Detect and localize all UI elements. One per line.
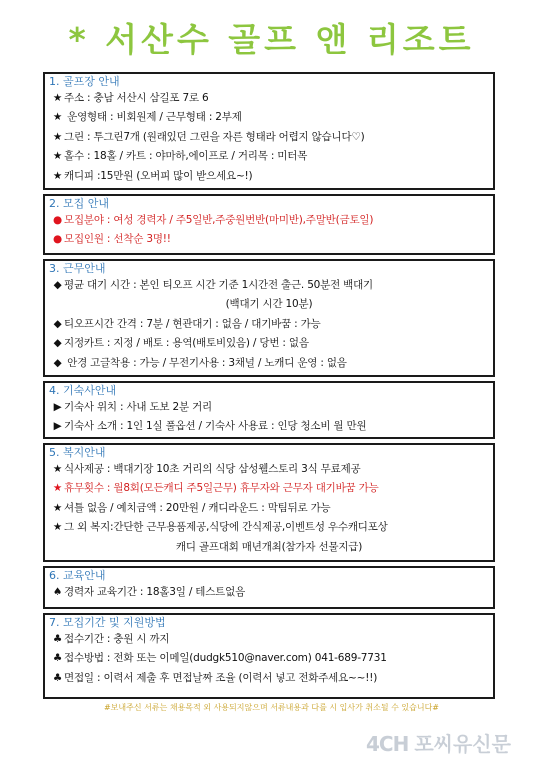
- bullet-icon: ★: [52, 111, 63, 124]
- info-line: [45, 230, 493, 249]
- watermark: [366, 728, 511, 757]
- bullet-icon: ●: [53, 214, 62, 226]
- line-text: 셔틀 없음 / 예치금액 : 20만원 / 캐디라운드 : 막팀뒤로 가능: [64, 501, 331, 514]
- info-line: [45, 499, 493, 518]
- info-line: [45, 417, 493, 436]
- info-line: [45, 649, 493, 668]
- bullet-icon: ◆: [53, 337, 62, 350]
- info-line: [45, 460, 493, 479]
- info-line: [45, 354, 493, 373]
- line-text: 그 외 복지:간단한 근무용품제공,식당에 간식제공,이벤트성 우수캐디포상: [64, 521, 388, 534]
- line-text: 접수기간 : 충원 시 까지: [64, 633, 170, 645]
- bullet-icon: ★: [52, 92, 63, 104]
- section-heading: 4. 기숙사안내: [49, 384, 117, 397]
- bullet-icon: ◆: [53, 317, 62, 330]
- section-4: [43, 381, 495, 439]
- line-text: 접수방법 : 전화 또는 이메일(dudgk510@naver.com) 041-689-7731: [64, 652, 387, 665]
- bullet-icon: ★: [52, 521, 63, 534]
- bullet-icon: ★: [52, 130, 63, 143]
- line-text: 운영형태 : 비회원제 / 근무형태 : 2부제: [64, 111, 242, 124]
- bullet-icon: ★: [52, 150, 63, 163]
- line-text: 그린 : 투그린7개 (원래있던 그린을 자른 형태라 어렵지 않습니다♡): [64, 130, 365, 143]
- info-line: [45, 295, 493, 314]
- info-line: [45, 518, 493, 537]
- line-text: 휴무횟수 : 월8회(모든캐디 주5일근무) 휴무자와 근무자 대기바꿈 가능: [64, 482, 379, 495]
- info-line: [45, 315, 493, 334]
- bullet-icon: ▶: [53, 401, 62, 413]
- line-text: 안경 고글착용 : 가능 / 무전기사용 : 3채널 / 노캐디 운영 : 없음: [64, 356, 347, 369]
- bullet-icon: ♣: [52, 633, 63, 645]
- line-text: 모집인원 : 선착순 3명!!: [64, 233, 171, 246]
- info-line: [45, 128, 493, 147]
- section-heading: 5. 복지안내: [49, 446, 106, 459]
- section-heading: 1. 골프장 안내: [49, 75, 120, 88]
- section-3: [43, 259, 495, 377]
- info-line: [45, 479, 493, 498]
- bullet-icon: ♣: [52, 652, 63, 665]
- line-text: 홀수 : 18홀 / 카트 : 야마하,에이프로 / 거리목 : 미터목: [64, 150, 308, 163]
- section-heading: 2. 모집 안내: [49, 197, 109, 210]
- info-line: [45, 669, 493, 688]
- info-line: [45, 276, 493, 295]
- info-line: [45, 108, 493, 127]
- line-text: 경력자 교육기간 : 18홀3일 / 테스트없음: [64, 586, 246, 598]
- section-heading: 7. 모집기간 및 지원방법: [49, 616, 166, 629]
- section-5: [43, 443, 495, 562]
- line-text: 캐디 골프대회 매년개최(참가자 선물지급): [175, 540, 363, 553]
- bullet-icon: ◆: [53, 356, 62, 369]
- line-text: 지정카트 : 지정 / 배토 : 용역(배토비있음) / 당번 : 없음: [64, 337, 309, 350]
- bullet-icon: ★: [52, 463, 63, 475]
- section-7: [43, 613, 495, 699]
- info-line: [45, 89, 493, 108]
- info-line: [45, 211, 493, 230]
- line-text: 면접일 : 이력서 제출 후 면접날짜 조율 (이력서 넣고 전화주세요~~!!): [64, 671, 378, 684]
- info-line: [45, 538, 493, 557]
- info-line: [45, 398, 493, 417]
- bullet-icon: ◆: [53, 279, 62, 291]
- line-text: 기숙사 소개 : 1인 1실 풀옵션 / 기숙사 사용료 : 인당 청소비 월 만원: [64, 420, 367, 433]
- bullet-icon: ♣: [52, 671, 63, 684]
- section-2: [43, 194, 495, 255]
- line-text: 티오프시간 간격 : 7분 / 현관대기 : 없음 / 대기바꿈 : 가능: [64, 317, 321, 330]
- info-line: [45, 583, 493, 602]
- line-text: 식사제공 : 백대기장 10초 거리의 식당 삼성웰스토리 3식 무료제공: [64, 463, 361, 475]
- bullet-icon: ▶: [53, 420, 62, 433]
- line-text: 주소 : 충남 서산시 삼길포 7로 6: [64, 92, 209, 104]
- bullet-icon: ●: [53, 233, 62, 246]
- bullet-icon: ♠: [52, 586, 63, 598]
- section-1: [43, 72, 495, 190]
- line-text: 모집분야 : 여성 경력자 / 주5일반,주중원번반(마미반),주말반(금토일): [64, 214, 374, 226]
- watermark-text: 포씨유신문: [414, 732, 511, 756]
- section-6: [43, 566, 495, 609]
- info-line: [45, 167, 493, 186]
- watermark-logo: 4CH: [366, 732, 409, 756]
- bullet-icon: ★: [52, 501, 63, 514]
- line-text: 캐디피 :15만원 (오버피 많이 받으세요~!): [64, 169, 253, 182]
- info-line: [45, 147, 493, 166]
- section-heading: 6. 교육안내: [49, 569, 106, 582]
- line-text: (백대기 시간 10분): [225, 298, 313, 311]
- section-heading: 3. 근무안내: [49, 262, 106, 275]
- line-text: 평균 대기 시간 : 본인 티오프 시간 기준 1시간전 출근. 50분전 백대기: [64, 279, 374, 291]
- info-line: [45, 630, 493, 649]
- info-line: [45, 334, 493, 353]
- footer-note: #보내주신 서류는 채용목적 외 사용되지않으며 서류내용과 다를 시 입사가 취소될 수 있습니다#: [103, 703, 440, 712]
- bullet-icon: ★: [52, 169, 63, 182]
- bullet-icon: ★: [52, 482, 63, 495]
- page-title: * 서산수 골프 앤 리조트: [68, 20, 475, 59]
- line-text: 기숙사 위치 : 사내 도보 2분 거리: [64, 401, 212, 413]
